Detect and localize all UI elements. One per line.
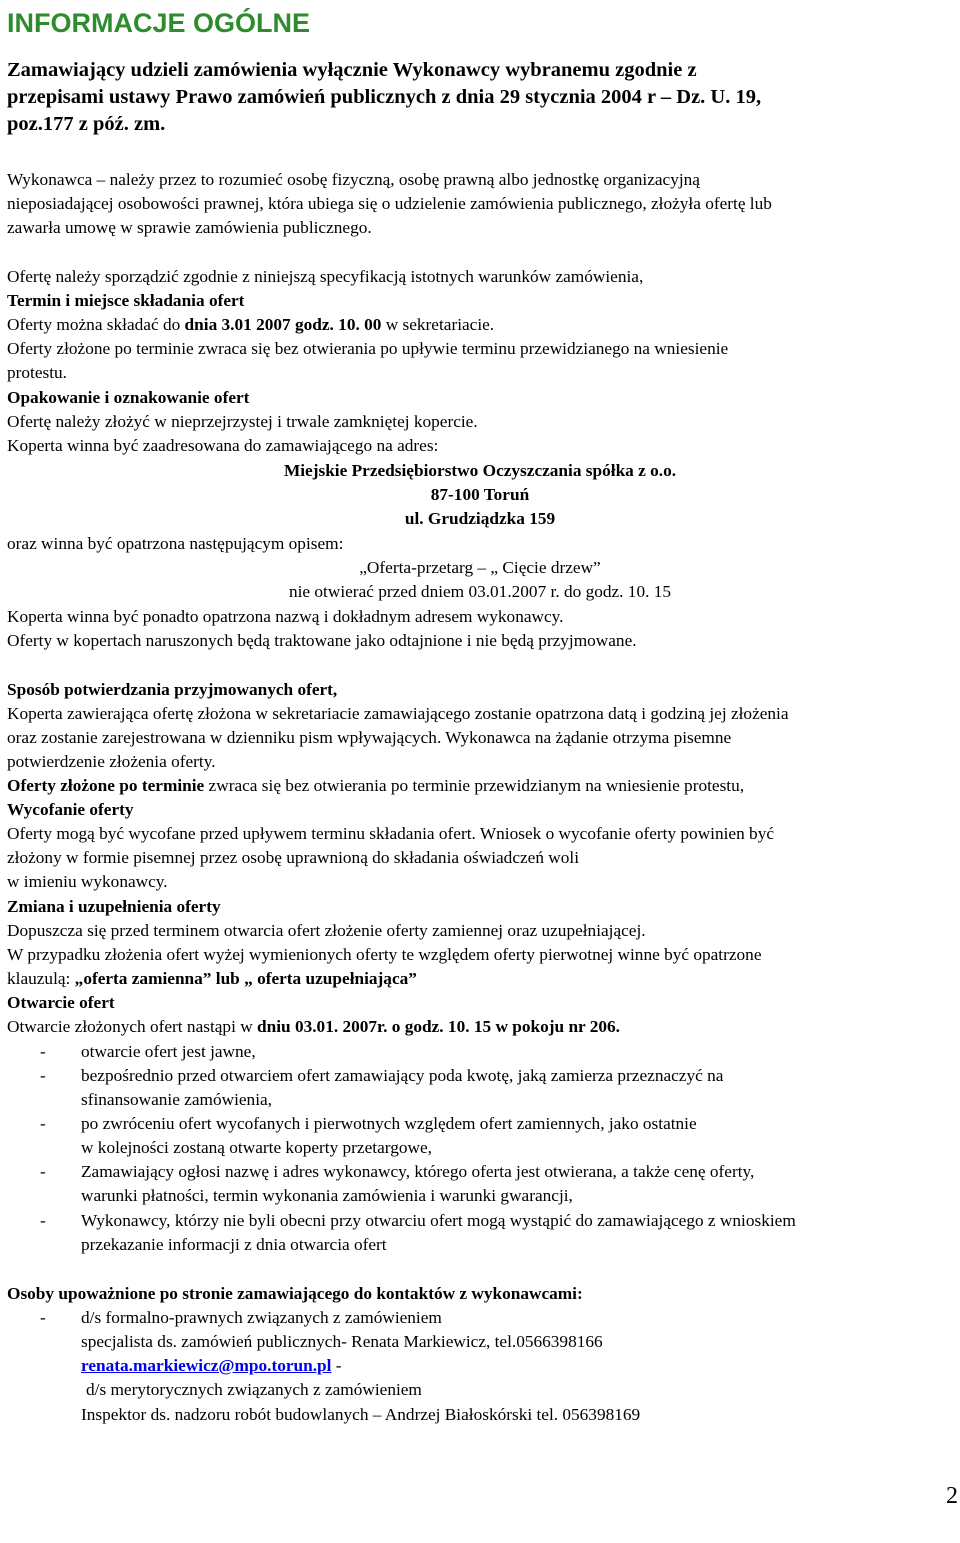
- list-bullet: -: [40, 1162, 46, 1181]
- paragraph-line: Oferty mogą być wycofane przed upływem terminu składania ofert. Wniosek o wycofanie oferty powinien być: [7, 824, 774, 843]
- paragraph-line: Koperta winna być ponadto opatrzona nazwą i dokładnym adresem wykonawcy.: [7, 607, 564, 626]
- list-item: po zwróceniu ofert wycofanych i pierwotnych względem ofert zamiennych, jako ostatnie: [81, 1114, 697, 1133]
- paragraph-line: zawarła umowę w sprawie zamówienia publicznego.: [7, 218, 372, 237]
- paragraph-line: Oferty złożone po terminie zwraca się bez otwierania po upływie terminu przewidzianego na wniesienie: [7, 339, 729, 358]
- address-line: 87-100 Toruń: [430, 485, 530, 504]
- list-bullet: -: [40, 1042, 46, 1061]
- section-heading-termin: Termin i miejsce składania ofert: [7, 291, 245, 310]
- list-bullet: -: [40, 1114, 46, 1133]
- section-heading-opakowanie: Opakowanie i oznakowanie ofert: [7, 388, 250, 407]
- paragraph-line: Dopuszcza się przed terminem otwarcia ofert złożenie oferty zamiennej oraz uzupełniającej.: [7, 921, 646, 940]
- section-heading-otwarcie: Otwarcie ofert: [7, 993, 115, 1012]
- contact-line: d/s formalno-prawnych związanych z zamówieniem: [81, 1308, 442, 1327]
- paragraph-line: nieposiadającej osobowości prawnej, która ubiega się o udzielenie zamówienia publicznego, złożyła ofertę lub: [7, 194, 772, 213]
- section-heading-wycofanie: Wycofanie oferty: [7, 800, 134, 819]
- paragraph-line: protestu.: [7, 363, 67, 382]
- list-bullet: -: [40, 1308, 46, 1327]
- contact-line: Inspektor ds. nadzoru robót budowlanych – Andrzej Białoskórski tel. 056398169: [81, 1405, 641, 1424]
- section-heading-sposob: Sposób potwierdzania przyjmowanych ofert,: [7, 680, 338, 699]
- paragraph-line: klauzulą: „oferta zamienna” lub „ oferta uzupełniająca”: [7, 969, 417, 988]
- list-bullet: -: [40, 1066, 46, 1085]
- list-item: warunki płatności, termin wykonania zamówienia i warunki gwarancji,: [81, 1186, 573, 1205]
- paragraph-line: Otwarcie złożonych ofert nastąpi w dniu 03.01. 2007r. o godz. 10. 15 w pokoju nr 206.: [7, 1017, 620, 1036]
- paragraph-line: Ofertę należy sporządzić zgodnie z niniejszą specyfikacją istotnych warunków zamówienia,: [7, 267, 644, 286]
- paragraph-line: Koperta winna być zaadresowana do zamawiającego na adres:: [7, 436, 439, 455]
- subtitle-line: Zamawiający udzieli zamówienia wyłącznie Wykonawcy wybranemu zgodnie z: [7, 59, 697, 81]
- paragraph-line: Oferty można składać do dnia 3.01 2007 godz. 10. 00 w sekretariacie.: [7, 315, 495, 334]
- list-item: przekazanie informacji z dnia otwarcia ofert: [81, 1235, 387, 1254]
- address-line: ul. Grudziądzka 159: [404, 509, 556, 528]
- paragraph-line: oraz zostanie zarejestrowana w dzienniku pism wpływających. Wykonawca na żądanie otrzyma pisemne: [7, 728, 732, 747]
- paragraph-line: w imieniu wykonawcy.: [7, 872, 168, 891]
- list-item: w kolejności zostaną otwarte koperty przetargowe,: [81, 1138, 432, 1157]
- paragraph-line: W przypadku złożenia ofert wyżej wymienionych oferty te względem oferty pierwotnej winne być opatrzone: [7, 945, 762, 964]
- email-link[interactable]: renata.markiewicz@mpo.torun.pl: [81, 1356, 332, 1375]
- subtitle-line: przepisami ustawy Prawo zamówień publicznych z dnia 29 stycznia 2004 r – Dz. U. 19,: [7, 86, 762, 108]
- list-item: Wykonawcy, którzy nie byli obecni przy otwarciu ofert mogą wystąpić do zamawiającego z wnioskiem: [81, 1211, 796, 1230]
- paragraph-line: Ofertę należy złożyć w nieprzejrzystej i trwale zamkniętej kopercie.: [7, 412, 478, 431]
- page-number: 2: [946, 1483, 958, 1509]
- contact-line: d/s merytorycznych związanych z zamówieniem: [86, 1380, 422, 1399]
- contact-line: specjalista ds. zamówień publicznych- Renata Markiewicz, tel.0566398166: [81, 1332, 603, 1351]
- section-heading-zmiana: Zmiana i uzupełnienia oferty: [7, 897, 221, 916]
- page-title: INFORMACJE OGÓLNE: [7, 8, 311, 38]
- contact-line: renata.markiewicz@mpo.torun.pl -: [81, 1356, 342, 1375]
- paragraph-line: Koperta zawierająca ofertę złożona w sekretariacie zamawiającego zostanie opatrzona datą i godziną jej złożenia: [7, 704, 789, 723]
- section-heading-osoby: Osoby upoważnione po stronie zamawiającego do kontaktów z wykonawcami:: [7, 1284, 583, 1303]
- paragraph-line: Wykonawca – należy przez to rozumieć osobę fizyczną, osobę prawną albo jednostkę organizacyjną: [7, 170, 700, 189]
- envelope-label-line: „Oferta-przetarg – „ Cięcie drzew”: [359, 558, 601, 577]
- subtitle-line: poz.177 z póź. zm.: [7, 113, 166, 135]
- list-item: Zamawiający ogłosi nazwę i adres wykonawcy, którego oferta jest otwierana, a także cenę oferty,: [81, 1162, 755, 1181]
- paragraph-line: złożony w formie pisemnej przez osobę uprawnioną do składania oświadczeń woli: [7, 848, 580, 867]
- paragraph-line: potwierdzenie złożenia oferty.: [7, 752, 216, 771]
- list-item: bezpośrednio przed otwarciem ofert zamawiający poda kwotę, jaką zamierza przeznaczyć na: [81, 1066, 724, 1085]
- list-bullet: -: [40, 1211, 46, 1230]
- list-item: sfinansowanie zamówienia,: [81, 1090, 272, 1109]
- paragraph-line: Oferty w kopertach naruszonych będą traktowane jako odtajnione i nie będą przyjmowane.: [7, 631, 637, 650]
- paragraph-line: Oferty złożone po terminie zwraca się bez otwierania po terminie przewidzianym na wniesienie protestu,: [7, 776, 745, 795]
- paragraph-line: oraz winna być opatrzona następującym opisem:: [7, 534, 344, 553]
- envelope-label-line: nie otwierać przed dniem 03.01.2007 r. do godz. 10. 15: [288, 582, 672, 601]
- address-line: Miejskie Przedsiębiorstwo Oczyszczania spółka z o.o.: [283, 461, 677, 480]
- list-item: otwarcie ofert jest jawne,: [81, 1042, 256, 1061]
